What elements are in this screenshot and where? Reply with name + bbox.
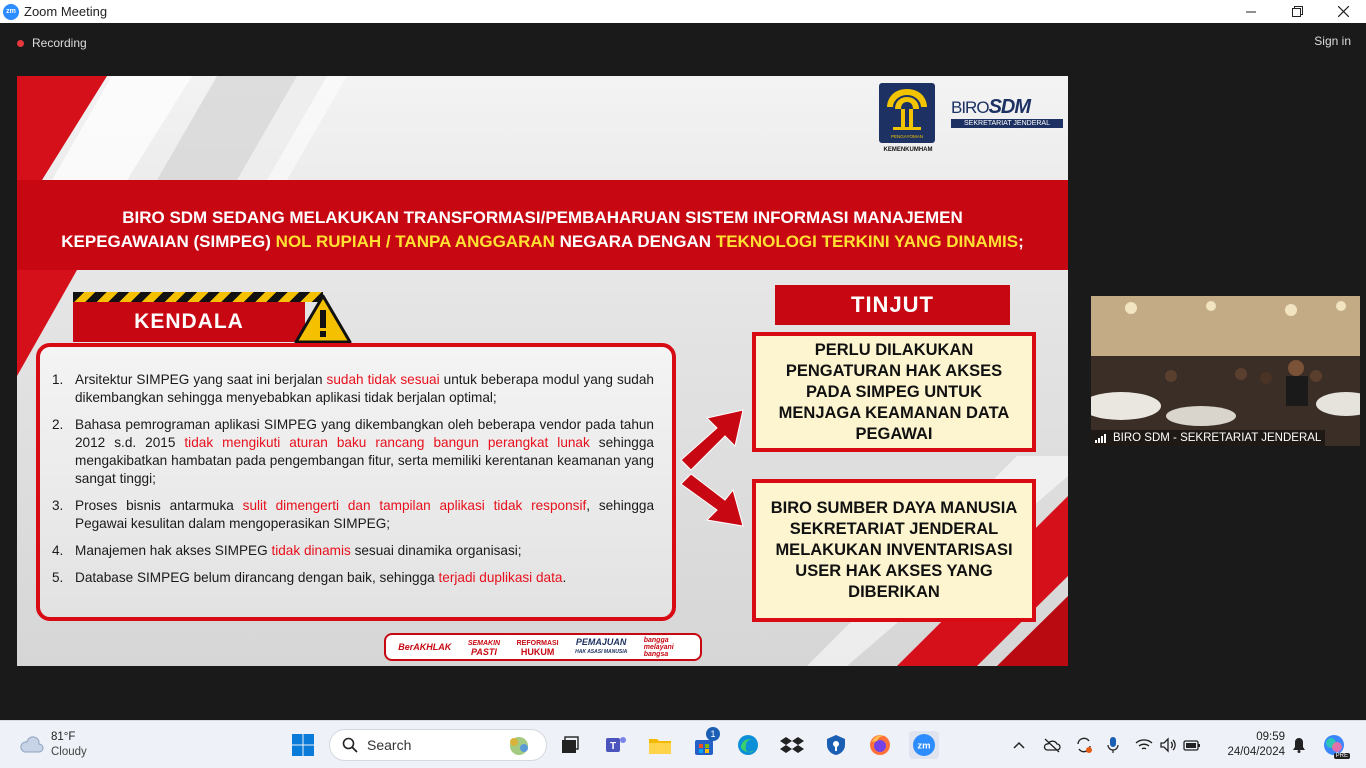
tinjut-title: TINJUT	[775, 285, 1010, 325]
shared-screen-slide	[17, 76, 1068, 666]
recording-indicator[interactable]	[10, 33, 87, 53]
search-icon	[342, 737, 358, 753]
kemenkumham-emblem	[879, 83, 935, 143]
banner-text-c: NEGARA DENGAN	[554, 232, 716, 251]
hazard-stripe	[73, 292, 323, 302]
pemajuan-ham-logo	[575, 638, 627, 656]
item-text: , sehingga Pegawai kesulitan dalam mengoperasikan SIMPEG;	[75, 498, 655, 531]
cloud-icon	[18, 736, 44, 754]
item-number: 2.	[52, 417, 64, 432]
taskbar-search-box[interactable]	[329, 729, 547, 761]
hukum-text: HUKUM	[520, 647, 555, 657]
firefox-icon	[868, 733, 892, 757]
clock-time: 09:59	[1256, 731, 1285, 743]
taskbar-file-explorer[interactable]	[646, 731, 674, 759]
kemenkumham-logo	[877, 83, 939, 157]
cloud-sync-off-icon[interactable]	[1043, 737, 1061, 753]
search-placeholder: Search	[367, 737, 412, 753]
taskbar-security[interactable]	[822, 731, 850, 759]
participant-name-label	[1091, 430, 1325, 446]
minimize-icon	[1246, 7, 1256, 17]
reformasi-text: REFORMASI	[516, 640, 559, 647]
windows-start-icon[interactable]	[291, 733, 315, 757]
tinjut-box-2: BIRO SUMBER DAYA MANUSIA SEKRETARIAT JENDERAL MELAKUKAN INVENTARISASI USER HAK AKSES YANG DIBERIKAN	[752, 479, 1036, 622]
item-highlight: tidak dinamis	[271, 543, 351, 558]
close-icon	[1338, 6, 1349, 17]
taskbar-firefox[interactable]	[866, 731, 894, 759]
weather-condition: Cloudy	[51, 746, 87, 758]
banner-text-e: ;	[1018, 232, 1024, 251]
arrow-down-right-icon	[677, 472, 747, 532]
bangga-melayani-logo: bangga melayani bangsa	[643, 636, 674, 658]
battery-icon[interactable]	[1183, 738, 1201, 752]
kemenkumham-caption: KEMENKUMHAM	[883, 147, 933, 153]
task-view-icon	[560, 735, 580, 755]
banner-highlight-2: TEKNOLOGI TERKINI YANG DINAMIS	[715, 232, 1019, 251]
item-number: 1.	[52, 372, 64, 387]
item-text: untuk beberapa modul yang sudah dikembangkan sehingga menyebabkan aplikasi tidak berjalan optimal;	[75, 372, 654, 405]
chevron-up-icon[interactable]	[1012, 739, 1026, 751]
kendala-item-5	[52, 569, 654, 587]
taskbar-zoom[interactable]	[909, 731, 939, 759]
item-text: Bahasa pemrograman aplikasi SIMPEG yang dikembangkan oleh beberapa vendor pada tahun 2012 s.d. 2015	[75, 417, 654, 450]
copilot-badge: PRE	[1335, 753, 1348, 759]
restore-button[interactable]	[1274, 0, 1320, 23]
item-highlight: tidak mengikuti aturan baku rancang bangun perangkat lunak	[184, 435, 590, 450]
kendala-item-3	[52, 497, 654, 533]
close-button[interactable]	[1320, 0, 1366, 23]
wifi-icon[interactable]	[1135, 737, 1153, 753]
item-highlight: terjadi duplikasi data	[438, 570, 563, 585]
berakhlak-logo: BerAKHLAK	[398, 642, 452, 652]
semakin-text: SEMAKIN	[467, 640, 501, 647]
teams-icon	[604, 734, 628, 756]
item-text: .	[562, 570, 567, 585]
kendala-item-2	[52, 416, 654, 488]
minimize-button[interactable]	[1228, 0, 1274, 23]
arrow-up-right-icon	[677, 406, 747, 476]
weather-widget[interactable]	[18, 730, 87, 760]
banner-line-1: BIRO SDM SEDANG MELAKUKAN TRANSFORMASI/PEMBAHARUAN SISTEM INFORMASI MANAJEMEN	[122, 208, 963, 227]
kendala-item-1	[52, 371, 654, 407]
sign-in-button[interactable]: Sign in	[1314, 34, 1351, 48]
microphone-icon[interactable]	[1106, 736, 1120, 754]
warning-icon	[294, 294, 352, 344]
dropbox-icon	[780, 734, 804, 756]
kendala-title: KENDALA	[73, 302, 305, 342]
taskbar-clock[interactable]	[1215, 730, 1285, 760]
sync-icon[interactable]	[1075, 736, 1093, 754]
tinjut-box-1: PERLU DILAKUKAN PENGATURAN HAK AKSES PADA SIMPEG UNTUK MENJAGA KEAMANAN DATA PEGAWAI	[752, 332, 1036, 452]
window-controls	[1228, 0, 1366, 23]
participant-name: BIRO SDM - SEKRETARIAT JENDERAL	[1113, 432, 1322, 444]
svg-text:T: T	[609, 741, 617, 752]
pasti-text: PASTI	[471, 647, 497, 657]
svg-text:zm: zm	[917, 740, 931, 752]
windows-taskbar	[0, 720, 1366, 768]
search-highlight-icon	[504, 733, 534, 759]
kendala-box	[36, 343, 676, 621]
banner-line-2	[17, 230, 1068, 254]
item-highlight: sulit dimengerti dan tampilan aplikasi tidak responsif	[242, 498, 587, 513]
zoom-app-icon: zm	[3, 4, 19, 20]
taskbar-task-view[interactable]	[556, 731, 584, 759]
item-text: Arsitektur SIMPEG yang saat ini berjalan	[75, 372, 327, 387]
reformasi-hukum-logo	[517, 638, 559, 656]
item-text: Manajemen hak akses SIMPEG	[75, 543, 272, 558]
item-text: sesuai dinamika organisasi;	[350, 543, 522, 558]
clock-date: 24/04/2024	[1227, 746, 1285, 758]
biro-sdm-logo	[951, 96, 1063, 130]
kendala-list	[52, 371, 654, 596]
item-number: 4.	[52, 543, 64, 558]
recording-dot-icon	[17, 40, 24, 47]
participant-video-tile[interactable]	[1091, 296, 1360, 446]
ham-text: HAK ASASI MANUSIA	[575, 649, 628, 655]
participant-video-frame	[1091, 296, 1360, 446]
store-badge: 1	[706, 727, 720, 741]
window-title: Zoom Meeting	[24, 4, 108, 19]
weather-temp: 81°F	[51, 731, 76, 743]
biro-word: BIRO	[951, 98, 989, 117]
kendala-item-4	[52, 542, 654, 560]
emblem-text: PENGAYOMAN	[891, 134, 923, 139]
taskbar-store[interactable]	[690, 731, 718, 759]
speaker-icon[interactable]	[1159, 737, 1177, 753]
zoom-icon	[912, 733, 936, 757]
footer-logo-strip	[384, 633, 702, 661]
window-titlebar	[0, 0, 1366, 23]
item-text: Proses bisnis antarmuka	[75, 498, 243, 513]
taskbar-edge[interactable]	[734, 731, 762, 759]
item-highlight: sudah tidak sesuai	[326, 372, 440, 387]
item-number: 5.	[52, 570, 64, 585]
zoom-top-bar	[0, 23, 1366, 63]
notification-bell-icon[interactable]	[1292, 737, 1306, 753]
folder-icon	[648, 735, 672, 755]
biro-sub: SEKRETARIAT JENDERAL	[951, 119, 1063, 128]
item-text: sehingga mengakibatkan hambatan pada pengembangan fitur, serta memiliki kerentanan keamanan yang sangat tinggi;	[75, 435, 654, 486]
semakin-pasti-logo	[468, 638, 500, 656]
sdm-word: SDM	[988, 96, 1031, 118]
taskbar-dropbox[interactable]	[778, 731, 806, 759]
taskbar-teams[interactable]	[602, 731, 630, 759]
restore-icon	[1292, 6, 1303, 17]
item-text: Database SIMPEG belum dirancang dengan baik, sehingga	[75, 570, 439, 585]
recording-label: Recording	[32, 36, 87, 50]
item-number: 3.	[52, 498, 64, 513]
tree-emblem-icon	[879, 83, 935, 143]
system-tray	[1012, 734, 1201, 756]
signal-strength-icon	[1095, 433, 1109, 443]
headline-banner	[17, 180, 1068, 270]
edge-icon	[737, 734, 759, 756]
shield-icon	[825, 734, 847, 756]
copilot-button[interactable]	[1322, 733, 1346, 757]
pemajuan-text: PEMAJUAN	[575, 637, 627, 647]
banner-text-a: KEPEGAWAIAN (SIMPEG)	[61, 232, 276, 251]
banner-highlight-1: NOL RUPIAH / TANPA ANGGARAN	[275, 232, 555, 251]
